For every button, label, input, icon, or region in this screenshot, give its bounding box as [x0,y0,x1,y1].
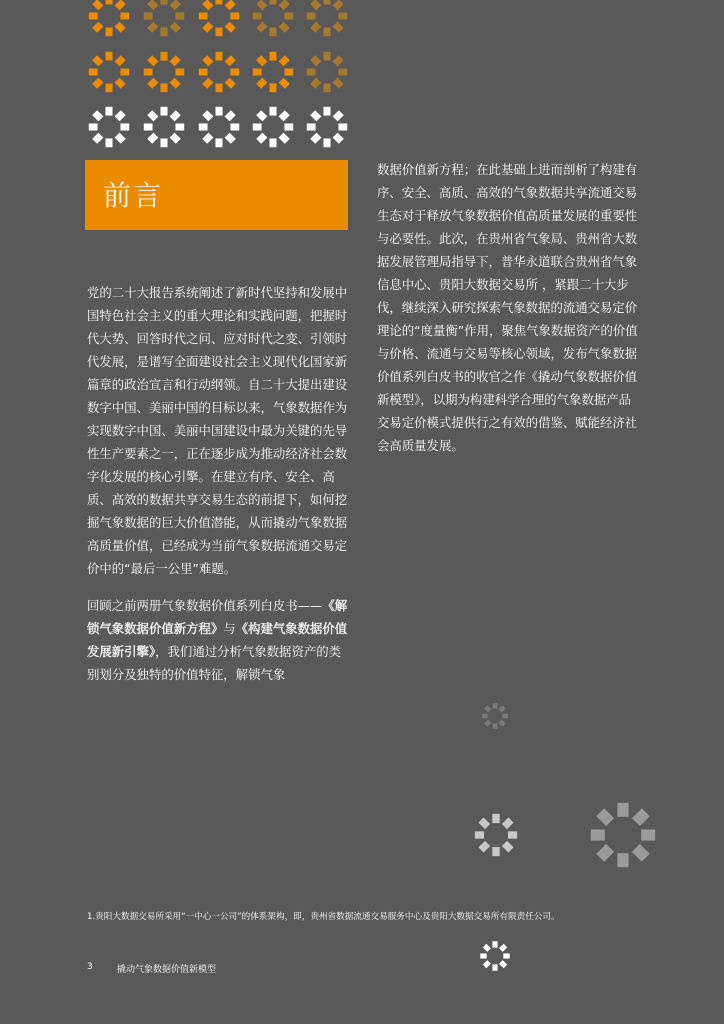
paragraph-continuation: ，我们通过分析气象数据资产的类别划分及独特的价值特征，解锁气象 [87,644,342,682]
conjunction-text: 与 [223,621,236,636]
burst-icon [588,800,658,870]
burst-icon [87,105,131,149]
burst-icon [142,105,186,149]
burst-icon [305,0,349,38]
body-paragraph: 数据价值新方程；在此基础上进而剖析了构建有序、安全、高质、高效的气象数据共享流通交易生态对于释放气象数据价值高质量发展的重要性与必要性。此次，在贵州省气象局、贵州省大数据发展管理局指导下，普华永道联合贵州省气象信息中心、贵阳大数据交易所 ，紧跟二十大步伐，继续深入研究探索气象数据的流通交易定价理论的“度量衡”作用，聚焦气象数据资产的价值与价格、流通与交易等核心领域，发布气象数据价值系列白皮书的收官之作《撬动气象数据价值新模型》，以期为构建科学合理的气象数据产品交易定价模式提供行之有效的借鉴、赋能经济社会高质量发展。 [377,162,638,453]
burst-icon [87,0,131,38]
section-title: 前言 [103,179,164,212]
burst-icon [197,50,241,94]
burst-icon [142,0,186,38]
burst-icon [305,50,349,94]
burst-icon [305,105,349,149]
paragraph-intro: 回顾之前两册气象数据价值系列白皮书—— [87,598,323,613]
footer-doc-title: 撬动气象数据价值新模型 [117,965,217,975]
burst-icon [87,50,131,94]
body-paragraph [87,594,350,686]
burst-icon [142,50,186,94]
right-column [377,158,642,457]
burst-icon [251,50,295,94]
footnote: 1.贵阳大数据交易所采用“一中心一公司”的体系架构，即，贵州省数据流通交易服务中心及贵阳大数据交易所有限责任公司。 [87,912,560,922]
body-paragraph: 党的二十大报告系统阐述了新时代坚持和发展中国特色社会主义的重大理论和实践问题，把握时代大势、回答时代之问、应对时代之变、引领时代发展，是谱写全面建设社会主义现代化国家新篇章的政治宣言和行动纲领。自二十大提出建设数字中国、美丽中国的目标以来，气象数据作为实现数字中国、美丽中国建设中最为关键的先导性生产要素之一，正在逐步成为推动经济社会数字化发展的核心引擎。在建立有序、安全、高质、高效的数据共享交易生态的前提下，如何挖掘气象数据的巨大价值潜能，从而撬动气象数据高质量价值，已经成为当前气象数据流通交易定价中的“最后一公里”难题。 [87,285,348,576]
burst-icon [251,0,295,38]
burst-icon [197,105,241,149]
page-number: 3 [87,962,93,972]
burst-icon [251,105,295,149]
left-column [87,281,350,686]
book-title: 《解锁气象数据价值新方程》 [87,598,348,636]
section-title-box [85,160,348,230]
burst-icon [479,940,511,972]
burst-icon [197,0,241,38]
burst-icon [481,702,509,730]
book-title: 《构建气象数据价值发展新引擎》 [87,621,348,659]
burst-icon [473,812,519,858]
